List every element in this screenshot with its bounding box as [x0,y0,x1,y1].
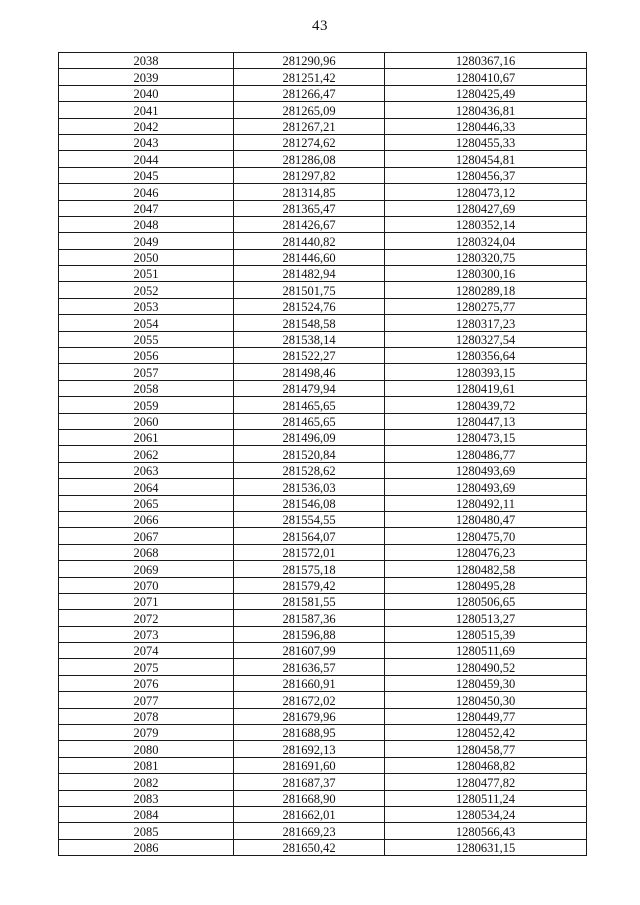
y-coordinate-cell: 1280425,49 [385,85,587,101]
table-row [59,659,587,675]
x-coordinate-cell: 281446,60 [234,249,385,265]
y-coordinate-cell: 1280455,33 [385,134,587,150]
point-number-cell: 2078 [59,708,234,724]
y-coordinate-cell: 1280475,70 [385,528,587,544]
y-coordinate-cell: 1280495,28 [385,577,587,593]
y-coordinate-cell: 1280327,54 [385,331,587,347]
table-row [59,790,587,806]
table-row [59,593,587,609]
x-coordinate-cell: 281465,65 [234,413,385,429]
x-coordinate-cell: 281251,42 [234,69,385,85]
y-coordinate-cell: 1280446,33 [385,118,587,134]
x-coordinate-cell: 281687,37 [234,774,385,790]
y-coordinate-cell: 1280631,15 [385,839,587,855]
x-coordinate-cell: 281522,27 [234,348,385,364]
point-number-cell: 2054 [59,315,234,331]
x-coordinate-cell: 281267,21 [234,118,385,134]
table-row [59,282,587,298]
table-row [59,134,587,150]
point-number-cell: 2065 [59,495,234,511]
y-coordinate-cell: 1280473,12 [385,184,587,200]
table-row [59,151,587,167]
x-coordinate-cell: 281554,55 [234,511,385,527]
point-number-cell: 2061 [59,429,234,445]
x-coordinate-cell: 281528,62 [234,462,385,478]
table-row [59,348,587,364]
x-coordinate-cell: 281636,57 [234,659,385,675]
y-coordinate-cell: 1280289,18 [385,282,587,298]
table-row [59,610,587,626]
y-coordinate-cell: 1280436,81 [385,102,587,118]
table-row [59,692,587,708]
point-number-cell: 2059 [59,397,234,413]
table-row [59,757,587,773]
x-coordinate-cell: 281498,46 [234,364,385,380]
point-number-cell: 2068 [59,544,234,560]
x-coordinate-cell: 281266,47 [234,85,385,101]
x-coordinate-cell: 281579,42 [234,577,385,593]
point-number-cell: 2063 [59,462,234,478]
y-coordinate-cell: 1280410,67 [385,69,587,85]
x-coordinate-cell: 281274,62 [234,134,385,150]
point-number-cell: 2076 [59,675,234,691]
x-coordinate-cell: 281538,14 [234,331,385,347]
y-coordinate-cell: 1280427,69 [385,200,587,216]
table-row [59,511,587,527]
table-row [59,544,587,560]
x-coordinate-cell: 281314,85 [234,184,385,200]
x-coordinate-cell: 281688,95 [234,725,385,741]
y-coordinate-cell: 1280566,43 [385,823,587,839]
y-coordinate-cell: 1280450,30 [385,692,587,708]
y-coordinate-cell: 1280486,77 [385,446,587,462]
y-coordinate-cell: 1280449,77 [385,708,587,724]
x-coordinate-cell: 281564,07 [234,528,385,544]
x-coordinate-cell: 281265,09 [234,102,385,118]
x-coordinate-cell: 281365,47 [234,200,385,216]
table-row [59,397,587,413]
point-number-cell: 2053 [59,298,234,314]
x-coordinate-cell: 281536,03 [234,479,385,495]
x-coordinate-cell: 281548,58 [234,315,385,331]
table-row [59,200,587,216]
x-coordinate-cell: 281546,08 [234,495,385,511]
y-coordinate-cell: 1280477,82 [385,774,587,790]
point-number-cell: 2071 [59,593,234,609]
point-number-cell: 2055 [59,331,234,347]
y-coordinate-cell: 1280439,72 [385,397,587,413]
page-number: 43 [312,18,328,34]
table-row [59,53,587,69]
y-coordinate-cell: 1280506,65 [385,593,587,609]
table-row [59,216,587,232]
y-coordinate-cell: 1280459,30 [385,675,587,691]
x-coordinate-cell: 281426,67 [234,216,385,232]
point-number-cell: 2075 [59,659,234,675]
x-coordinate-cell: 281662,01 [234,806,385,822]
y-coordinate-cell: 1280419,61 [385,380,587,396]
x-coordinate-cell: 281440,82 [234,233,385,249]
x-coordinate-cell: 281672,02 [234,692,385,708]
x-coordinate-cell: 281660,91 [234,675,385,691]
point-number-cell: 2052 [59,282,234,298]
y-coordinate-cell: 1280458,77 [385,741,587,757]
table-row [59,380,587,396]
table-row [59,774,587,790]
point-number-cell: 2049 [59,233,234,249]
x-coordinate-cell: 281465,65 [234,397,385,413]
point-number-cell: 2051 [59,266,234,282]
table-row [59,528,587,544]
point-number-cell: 2074 [59,643,234,659]
y-coordinate-cell: 1280452,42 [385,725,587,741]
table-row [59,429,587,445]
table-row [59,708,587,724]
point-number-cell: 2079 [59,725,234,741]
table-row [59,249,587,265]
point-number-cell: 2047 [59,200,234,216]
coordinates-table [58,52,587,856]
point-number-cell: 2086 [59,839,234,855]
table-row [59,741,587,757]
point-number-cell: 2069 [59,561,234,577]
point-number-cell: 2050 [59,249,234,265]
table-row [59,298,587,314]
table-row [59,85,587,101]
y-coordinate-cell: 1280447,13 [385,413,587,429]
point-number-cell: 2057 [59,364,234,380]
point-number-cell: 2062 [59,446,234,462]
point-number-cell: 2060 [59,413,234,429]
point-number-cell: 2081 [59,757,234,773]
y-coordinate-cell: 1280492,11 [385,495,587,511]
x-coordinate-cell: 281691,60 [234,757,385,773]
table-row [59,823,587,839]
point-number-cell: 2085 [59,823,234,839]
table-row [59,806,587,822]
point-number-cell: 2084 [59,806,234,822]
table-row [59,315,587,331]
table-row [59,413,587,429]
x-coordinate-cell: 281669,23 [234,823,385,839]
table-row [59,364,587,380]
table-row [59,839,587,855]
point-number-cell: 2044 [59,151,234,167]
point-number-cell: 2072 [59,610,234,626]
y-coordinate-cell: 1280515,39 [385,626,587,642]
table-row [59,577,587,593]
table-row [59,331,587,347]
y-coordinate-cell: 1280454,81 [385,151,587,167]
point-number-cell: 2042 [59,118,234,134]
x-coordinate-cell: 281482,94 [234,266,385,282]
point-number-cell: 2048 [59,216,234,232]
y-coordinate-cell: 1280367,16 [385,53,587,69]
table-row [59,446,587,462]
y-coordinate-cell: 1280352,14 [385,216,587,232]
x-coordinate-cell: 281650,42 [234,839,385,855]
table-row [59,561,587,577]
point-number-cell: 2080 [59,741,234,757]
point-number-cell: 2073 [59,626,234,642]
y-coordinate-cell: 1280300,16 [385,266,587,282]
point-number-cell: 2043 [59,134,234,150]
table-row [59,167,587,183]
y-coordinate-cell: 1280476,23 [385,544,587,560]
y-coordinate-cell: 1280513,27 [385,610,587,626]
point-number-cell: 2041 [59,102,234,118]
y-coordinate-cell: 1280473,15 [385,429,587,445]
x-coordinate-cell: 281587,36 [234,610,385,626]
point-number-cell: 2083 [59,790,234,806]
table-row [59,266,587,282]
table-row [59,233,587,249]
y-coordinate-cell: 1280482,58 [385,561,587,577]
y-coordinate-cell: 1280511,69 [385,643,587,659]
point-number-cell: 2066 [59,511,234,527]
table-row [59,118,587,134]
y-coordinate-cell: 1280468,82 [385,757,587,773]
table-row [59,643,587,659]
table-row [59,102,587,118]
point-number-cell: 2045 [59,167,234,183]
point-number-cell: 2082 [59,774,234,790]
table-row [59,462,587,478]
y-coordinate-cell: 1280320,75 [385,249,587,265]
y-coordinate-cell: 1280393,15 [385,364,587,380]
x-coordinate-cell: 281286,08 [234,151,385,167]
table-row [59,725,587,741]
point-number-cell: 2064 [59,479,234,495]
point-number-cell: 2077 [59,692,234,708]
x-coordinate-cell: 281520,84 [234,446,385,462]
x-coordinate-cell: 281572,01 [234,544,385,560]
point-number-cell: 2039 [59,69,234,85]
x-coordinate-cell: 281524,76 [234,298,385,314]
x-coordinate-cell: 281290,96 [234,53,385,69]
x-coordinate-cell: 281692,13 [234,741,385,757]
y-coordinate-cell: 1280317,23 [385,315,587,331]
table-row [59,626,587,642]
table-row [59,479,587,495]
table-row [59,69,587,85]
x-coordinate-cell: 281501,75 [234,282,385,298]
x-coordinate-cell: 281607,99 [234,643,385,659]
x-coordinate-cell: 281575,18 [234,561,385,577]
table-row [59,184,587,200]
y-coordinate-cell: 1280275,77 [385,298,587,314]
x-coordinate-cell: 281679,96 [234,708,385,724]
y-coordinate-cell: 1280456,37 [385,167,587,183]
point-number-cell: 2070 [59,577,234,593]
table-row [59,675,587,691]
y-coordinate-cell: 1280356,64 [385,348,587,364]
point-number-cell: 2058 [59,380,234,396]
point-number-cell: 2067 [59,528,234,544]
y-coordinate-cell: 1280511,24 [385,790,587,806]
x-coordinate-cell: 281596,88 [234,626,385,642]
point-number-cell: 2046 [59,184,234,200]
y-coordinate-cell: 1280534,24 [385,806,587,822]
y-coordinate-cell: 1280480,47 [385,511,587,527]
point-number-cell: 2056 [59,348,234,364]
table-row [59,495,587,511]
y-coordinate-cell: 1280324,04 [385,233,587,249]
x-coordinate-cell: 281479,94 [234,380,385,396]
point-number-cell: 2038 [59,53,234,69]
x-coordinate-cell: 281668,90 [234,790,385,806]
x-coordinate-cell: 281581,55 [234,593,385,609]
point-number-cell: 2040 [59,85,234,101]
y-coordinate-cell: 1280493,69 [385,479,587,495]
y-coordinate-cell: 1280490,52 [385,659,587,675]
x-coordinate-cell: 281297,82 [234,167,385,183]
x-coordinate-cell: 281496,09 [234,429,385,445]
coordinates-table-body [59,53,587,856]
y-coordinate-cell: 1280493,69 [385,462,587,478]
